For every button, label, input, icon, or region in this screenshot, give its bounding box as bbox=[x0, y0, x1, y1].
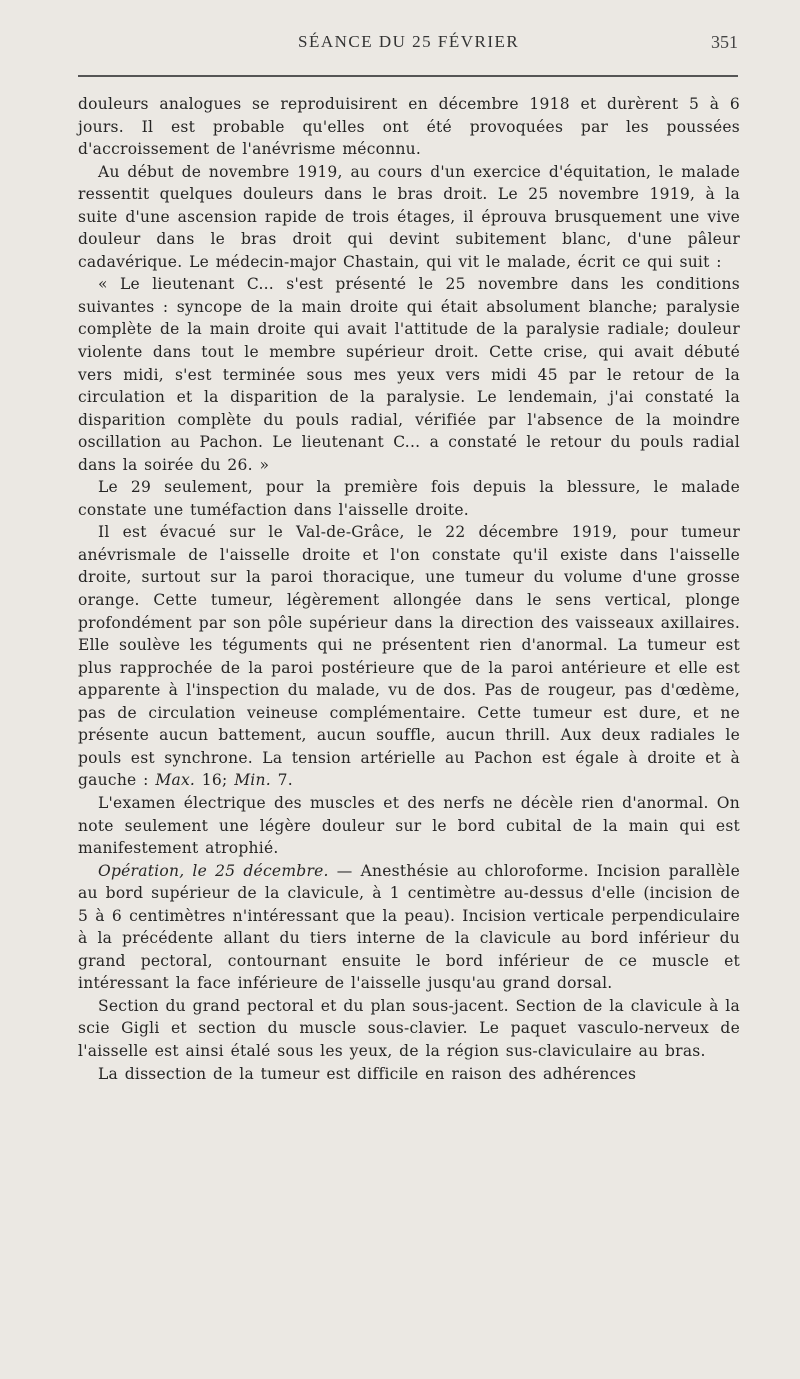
paragraph: Au début de novembre 1919, au cours d'un exercice d'équitation, le malade ressentit quelques douleurs dans le bras droit. Le 25 novembre 1919, à la suite d'une ascension rapide de trois étages, il éprouva brusquement une vive douleur dans le bras droit qui devint subitement blanc, d'une pâleur cadavérique. Le médecin-major Chastain, qui vit le malade, écrit ce qui suit : bbox=[78, 162, 740, 271]
italic-heading: Opération, le 25 décembre. bbox=[98, 861, 329, 880]
paragraph: L'examen électrique des muscles et des nerfs ne décèle rien d'anormal. On note seulement une légère douleur sur le bord cubital de la main qui est manifestement atrophié. bbox=[78, 793, 740, 858]
italic-term: Max. bbox=[155, 771, 196, 790]
paragraph-quotation: « Le lieutenant C... s'est présenté le 25 novembre dans les conditions suivantes : syncope de la main droite qui était absolument blanche; paralysie complète de la main droite qui avait l'attitude de la paralysie radiale; douleur violente dans tout le membre supérieur droit. Cette crise, qui avait débuté vers midi, s'est terminée sous mes yeux vers midi 45 par le retour de la circulation et la disparition de la paralysie. Le lendemain, j'ai constaté la disparition complète du pouls radial, vérifiée par l'absence de la moindre oscillation au Pachon. Le lieutenant C... a constaté le retour du pouls radial dans la soirée du 26. » bbox=[78, 275, 740, 474]
paragraph-operation: Opération, le 25 décembre. — Anesthésie au chloroforme. Incision parallèle au bord supérieur de la clavicule, à 1 centimètre au-dessus d'elle (incision de 5 à 6 centimètres n'intéressant que la peau). Incision verticale perpendiculaire à la précédente allant du tiers interne de la clavicule au bord inférieur du grand pectoral, contournant ensuite le bord inférieur de ce muscle et intéressant la face inférieure de l'aisselle jusqu'au grand dorsal. bbox=[78, 861, 740, 993]
page-number: 351 bbox=[711, 32, 738, 52]
paragraph: Le 29 seulement, pour la première fois depuis la blessure, le malade constate une tuméfaction dans l'aisselle droite. bbox=[78, 478, 740, 519]
italic-term: Min. bbox=[234, 771, 271, 790]
article-body bbox=[78, 93, 740, 1085]
running-title: SÉANCE DU 25 FÉVRIER bbox=[298, 32, 520, 51]
paragraph-continued: douleurs analogues se reproduisirent en décembre 1918 et durèrent 5 à 6 jours. Il est probable qu'elles ont été provoquées par les poussées d'accroissement de l'anévrisme méconnu. bbox=[78, 95, 740, 159]
running-header bbox=[78, 32, 738, 60]
paragraph: Il est évacué sur le Val-de-Grâce, le 22 décembre 1919, pour tumeur anévrismale de l'aisselle droite et l'on constate qu'il existe dans l'aisselle droite, surtout sur la paroi thoracique, une tumeur du volume d'une grosse orange. Cette tumeur, légèrement allongée dans le sens vertical, plonge profondément par son pôle supérieur dans la direction des vaisseaux axillaires. Elle soulève les téguments qui ne présentent rien d'anormal. La tumeur est plus rapprochée de la paroi postérieure que de la paroi antérieure et elle est apparente à l'inspection du malade, vu de dos. Pas de rougeur, pas d'œdème, pas de circulation veineuse complémentaire. Cette tumeur est dure, et ne présente aucun battement, aucun souffle, aucun thrill. Aux deux radiales le pouls est synchrone. La tension artérielle au Pachon est égale à droite et à gauche : Max. 16; Min. 7. bbox=[78, 523, 740, 790]
paragraph: Section du grand pectoral et du plan sous-jacent. Section de la clavicule à la scie Gigli et section du muscle sous-clavier. Le paquet vasculo-nerveux de l'aisselle est ainsi étalé sous les yeux, de la région sus-claviculaire au bras. bbox=[78, 996, 740, 1060]
paragraph: La dissection de la tumeur est difficile en raison des adhérences bbox=[98, 1064, 637, 1083]
header-rule bbox=[78, 75, 738, 77]
